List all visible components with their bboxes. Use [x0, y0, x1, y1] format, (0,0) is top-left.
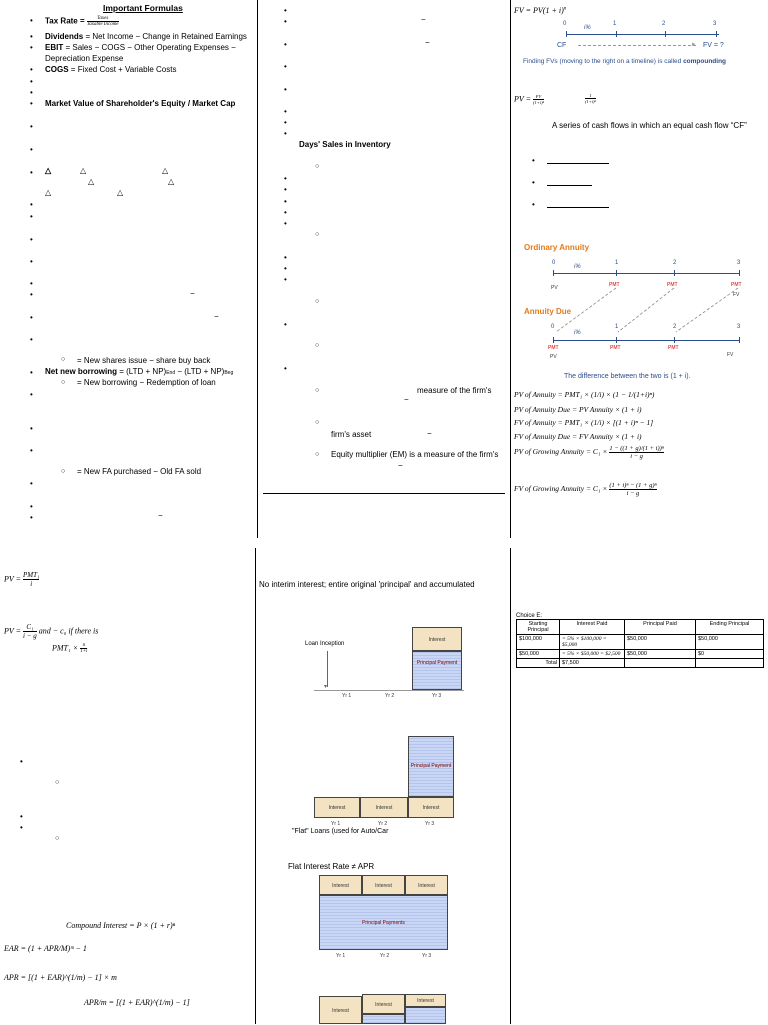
bullet: •	[30, 99, 33, 108]
divider-top-right	[510, 0, 511, 538]
bullet: •	[30, 122, 33, 131]
apr-formula: APR = [(1 + EAR)^(1/m) − 1] × m	[4, 973, 117, 982]
timeline-num: 1	[613, 21, 617, 27]
bullet: •	[20, 823, 23, 832]
ebit-row	[45, 43, 236, 52]
principal-block: Principal Payment	[408, 736, 454, 797]
bullet: •	[284, 197, 287, 206]
pv-formula	[514, 94, 544, 105]
fv-label: FV	[727, 352, 734, 358]
bullet: •	[284, 208, 287, 217]
year-label: Yr 1	[336, 953, 346, 959]
growing-pv-formula	[514, 445, 664, 460]
growing-fv-num: (1 + i)ⁿ − (1 + g)ⁿ	[609, 482, 657, 489]
table-header: Ending Principal	[696, 620, 764, 635]
bullet: •	[532, 156, 535, 165]
year-label: Yr 2	[378, 821, 388, 827]
growing-perp-den: i − g	[23, 632, 37, 640]
timeline-num: 0	[552, 260, 556, 266]
pmt-label: PMT	[609, 282, 620, 288]
delta-icon: △	[117, 188, 124, 197]
pmt-label: PMT	[610, 345, 621, 351]
pv-frac-num: FV	[533, 94, 544, 100]
bullet: •	[284, 275, 287, 284]
sub-bullet: ○	[315, 387, 320, 394]
timeline-tick	[674, 270, 675, 276]
table-cell: $50,000	[625, 635, 696, 650]
annuity-formula: PV of Annuity = PMT₁ × (1/i) × (1 − 1/(1+i)ⁿ)	[514, 390, 655, 399]
table-row	[517, 635, 764, 650]
timeline-tick	[616, 31, 617, 37]
interest-block: Interest	[319, 875, 362, 895]
cf-label: CF	[557, 42, 567, 49]
fv-exponent: n	[563, 6, 567, 12]
ebit-text-2: Depreciation Expense	[45, 54, 124, 63]
principal-block	[405, 1007, 446, 1024]
compounding-arrow	[578, 45, 696, 46]
minus-sign: −	[421, 15, 426, 24]
loan-inception-label: Loan Inception	[305, 641, 345, 647]
bullet: •	[20, 812, 23, 821]
fv-formula-text: FV = PV(1 + i)	[514, 6, 564, 15]
tax-rate-den: Taxable Income	[86, 22, 119, 27]
sub-bullet: ○	[61, 379, 66, 386]
bullet: •	[284, 17, 287, 26]
ordinary-annuity-label: Ordinary Annuity	[524, 243, 590, 252]
page-title: Important Formulas	[103, 3, 183, 13]
bullet: •	[284, 62, 287, 71]
annuity-formula: PV of Annuity Due = PV Annuity × (1 + i)	[514, 405, 642, 414]
interest-block: Interest	[360, 797, 408, 818]
sub-bullet: ○	[61, 468, 66, 475]
table-cell	[625, 659, 696, 668]
bullet: •	[30, 168, 33, 177]
firms-asset-text: firm's asset	[331, 430, 372, 439]
interest-block: Interest	[362, 994, 405, 1014]
bullet: •	[30, 212, 33, 221]
minus-sign: −	[404, 395, 409, 404]
bullet: •	[30, 368, 33, 377]
new-fa-text: = New FA purchased − Old FA sold	[77, 467, 202, 476]
pv-label: PV	[551, 285, 558, 291]
new-borrowing-text: = New borrowing − Redemption of loan	[77, 378, 216, 387]
year-label: Yr 3	[432, 693, 442, 699]
apr-over-m-formula: APR/m = [(1 + EAR)^(1/m) − 1]	[84, 998, 190, 1007]
timeline-num: 1	[615, 260, 619, 266]
sub-bullet: ○	[315, 298, 320, 305]
pv-factor-den: (1+i)ⁿ	[585, 99, 596, 104]
ebit-label: EBIT	[45, 43, 64, 52]
table-row	[517, 659, 764, 668]
bullet: •	[20, 757, 23, 766]
perpetuity-den: i	[30, 580, 33, 588]
table-cell: $50,000	[696, 635, 764, 650]
growing-perp-frac-den: 1+i	[80, 649, 88, 654]
timeline-tick	[553, 337, 554, 343]
growing-pv-num: 1 − ((1 + g)/(1 + i))ⁿ	[609, 445, 664, 452]
difference-caption: The difference between the two is (1 + i).	[564, 373, 691, 380]
bullet: •	[284, 219, 287, 228]
dividends-label: Dividends	[45, 32, 84, 41]
delta-icon: △	[80, 166, 87, 175]
bullet: •	[284, 40, 287, 49]
bullet: •	[30, 88, 33, 97]
dividends-row	[45, 32, 247, 41]
fill-blank	[547, 207, 609, 208]
bullet: •	[30, 335, 33, 344]
fv-formula	[514, 6, 566, 15]
table-header: Principal Paid	[625, 620, 696, 635]
year-label: Yr 3	[425, 821, 435, 827]
principal-payments-block: Principal Payments	[319, 895, 448, 950]
bullet: •	[30, 279, 33, 288]
ordinary-timeline	[553, 273, 740, 274]
timeline-num: 2	[662, 21, 666, 27]
growing-pv-den: i − g	[630, 453, 643, 460]
tax-rate-row: Tax Rate = Taxes Taxable Income	[45, 16, 119, 27]
timeline-tick	[739, 337, 740, 343]
year-label: Yr 1	[342, 693, 352, 699]
table-cell: Total	[517, 659, 560, 668]
bullet: •	[532, 178, 535, 187]
bullet: •	[30, 77, 33, 86]
beg-subscript: Beg	[224, 370, 234, 376]
sub-bullet: ○	[315, 419, 320, 426]
table-cell: $7,500	[560, 659, 625, 668]
minus-sign: −	[158, 511, 163, 520]
minus-sign: −	[425, 38, 430, 47]
bullet: •	[284, 253, 287, 262]
bullet: •	[30, 424, 33, 433]
arrow-down-icon: ▾	[324, 684, 328, 690]
pv-label: PV	[550, 354, 557, 360]
divider-bottom-left	[255, 548, 256, 1024]
bullet: •	[30, 43, 33, 52]
table-header: Starting Principal	[517, 620, 560, 635]
year-label: Yr 3	[422, 953, 432, 959]
timeline-rate: i%	[574, 264, 581, 270]
new-shares-text: = New shares issue − share buy back	[77, 356, 211, 365]
divider-bottom-right	[510, 548, 511, 1024]
growing-pv-label: PV of Growing Annuity = C₁ ×	[514, 447, 608, 457]
bullet: •	[284, 185, 287, 194]
delta-icon: △	[45, 166, 52, 175]
year-label: Yr 2	[380, 953, 390, 959]
fv-label: FV	[733, 292, 740, 298]
bullet: •	[284, 320, 287, 329]
principal-block: Principal Payment	[412, 651, 462, 690]
table-cell	[696, 659, 764, 668]
delta-icon: △	[45, 188, 52, 197]
year-label: Yr 2	[385, 693, 395, 699]
timeline-tick	[616, 337, 617, 343]
year-label: Yr 1	[331, 821, 341, 827]
bullet: •	[30, 502, 33, 511]
minus-sign: −	[190, 289, 195, 298]
sub-bullet: ○	[55, 779, 60, 786]
bullet: •	[30, 290, 33, 299]
bullet: •	[284, 6, 287, 15]
net-borrowing-mid: − (LTD + NP)	[175, 367, 225, 376]
pv-frac-den: (1+i)ⁿ	[533, 100, 544, 105]
ear-formula: EAR = (1 + APR/M)ᵐ − 1	[4, 944, 87, 953]
growing-perp-lhs: PV =	[4, 626, 22, 636]
sub-bullet: ○	[315, 451, 320, 458]
timeline-num: 3	[737, 260, 741, 266]
perpetuity-lhs: PV =	[4, 574, 22, 584]
growing-fv-label: FV of Growing Annuity = C₁ ×	[514, 484, 608, 494]
table-cell: = 5% × $100,000 = $5,000	[560, 635, 625, 650]
tax-rate-num: Taxes	[87, 16, 119, 22]
compounding-word: compounding	[683, 58, 727, 65]
table-row	[517, 650, 764, 659]
annuity-formula: FV of Annuity Due = FV Annuity × (1 + i)	[514, 432, 642, 441]
pv-formula-lhs: PV =	[514, 94, 532, 104]
interest-block: Interest	[405, 994, 446, 1007]
timeline-tick	[566, 31, 567, 37]
bullet: •	[30, 32, 33, 41]
timeline-rate: i%	[574, 330, 581, 336]
end-subscript: End	[166, 370, 176, 376]
timeline-num: 2	[673, 260, 677, 266]
table-cell: = 5% × $50,000 = $2,500	[560, 650, 625, 659]
flat-loans-caption: "Flat" Loans (used for Auto/Car	[292, 828, 389, 835]
annuity-formula: FV of Annuity = PMT₁ × (1/i) × [(1 + i)ⁿ − 1]	[514, 418, 654, 427]
compound-interest-formula: Compound Interest = P × (1 + r)ⁿ	[66, 921, 176, 930]
loan-table	[516, 619, 764, 668]
delta-icon: △	[168, 177, 175, 186]
bullet: •	[30, 257, 33, 266]
bullet: •	[30, 390, 33, 399]
days-sales-heading: Days' Sales in Inventory	[299, 140, 391, 149]
bullet: •	[30, 16, 33, 25]
growing-perp-line2	[52, 643, 87, 654]
sub-bullet: ○	[315, 163, 320, 170]
sub-bullet: ○	[55, 835, 60, 842]
compounding-caption-text: Finding FVs (moving to the right on a timeline) is called	[523, 58, 682, 65]
timeline-tick	[553, 270, 554, 276]
ebit-text: = Sales − COGS − Other Operating Expenses −	[65, 43, 236, 52]
table-cell: $100,000	[517, 635, 560, 650]
fv-question: FV = ?	[703, 42, 724, 49]
net-borrowing-row	[45, 367, 233, 376]
tax-rate-label: Tax Rate	[45, 16, 78, 26]
sub-bullet: ○	[61, 356, 66, 363]
delta-icon: △	[162, 166, 169, 175]
bullet: •	[284, 107, 287, 116]
minus-sign: −	[214, 312, 219, 321]
fill-blank	[547, 163, 609, 164]
market-value-label: Market Value of Shareholder's Equity / Market Cap	[45, 99, 236, 108]
timeline-num: 1	[615, 324, 619, 330]
bullet: •	[284, 174, 287, 183]
table-header: Interest Paid	[560, 620, 625, 635]
growing-fv-formula	[514, 482, 657, 497]
growing-perp-num: C₁	[23, 623, 37, 632]
table-cell: $50,000	[517, 650, 560, 659]
bullet: •	[30, 446, 33, 455]
timeline-num: 0	[551, 324, 555, 330]
interest-block: Interest	[405, 875, 448, 895]
timeline-tick	[716, 31, 717, 37]
choice-label: Choice E:	[516, 613, 543, 619]
timeline-rate: i%	[584, 25, 591, 31]
pv-factor	[585, 93, 596, 104]
timeline-num: 3	[713, 21, 717, 27]
growing-perp-frac-num: n	[80, 643, 87, 649]
bullet: •	[30, 145, 33, 154]
interest-block: Interest	[314, 797, 360, 818]
fv-timeline	[566, 34, 719, 35]
sub-bullet: ○	[315, 231, 320, 238]
interest-block: Interest	[412, 627, 462, 651]
interest-block: Interest	[362, 875, 405, 895]
fill-blank	[547, 185, 592, 186]
timeline-tick	[674, 337, 675, 343]
growing-perp-tail: and − c₀ if there is	[38, 626, 99, 636]
bullet: •	[30, 513, 33, 522]
mid-col-rule	[263, 493, 505, 494]
table-cell: $0	[696, 650, 764, 659]
bullet: •	[284, 129, 287, 138]
no-interim-text: No interim interest; entire original 'principal' and accumulated	[259, 580, 475, 589]
table-cell: $50,000	[625, 650, 696, 659]
cogs-text: = Fixed Cost + Variable Costs	[70, 65, 177, 74]
minus-sign: −	[427, 429, 432, 438]
table-header-row	[517, 620, 764, 635]
cogs-label: COGS	[45, 65, 69, 74]
pv-factor-num: 1	[585, 93, 596, 99]
equity-multiplier-text: Equity multiplier (EM) is a measure of the firm's	[331, 450, 499, 459]
perpetuity-num: PMT₁	[23, 571, 40, 579]
bullet: •	[30, 479, 33, 488]
bullet: •	[30, 65, 33, 74]
timeline-tick	[739, 270, 740, 276]
principal-block	[362, 1014, 405, 1024]
bullet: •	[284, 364, 287, 373]
measure-firm-text: measure of the firm's	[417, 386, 492, 395]
perpetuity-formula	[4, 571, 39, 588]
timeline-num: 3	[737, 324, 741, 330]
annuity-due-label: Annuity Due	[524, 307, 572, 316]
due-timeline	[553, 340, 740, 341]
growing-fv-den: i − g	[626, 490, 640, 497]
growing-perpetuity-formula	[4, 623, 98, 640]
arrow-head-icon: ▸	[692, 41, 696, 48]
timeline-num: 2	[673, 324, 677, 330]
compounding-caption	[523, 58, 726, 65]
bullet: •	[30, 235, 33, 244]
growing-perp-line2-text: PMT₁ ×	[52, 643, 79, 653]
bullet: •	[30, 200, 33, 209]
divider-top-left	[257, 0, 258, 538]
timeline-tick	[616, 270, 617, 276]
cogs-row	[45, 65, 176, 74]
bullet: •	[284, 264, 287, 273]
dividends-text: = Net Income − Change in Retained Earnings	[85, 32, 247, 41]
net-borrowing-text: = (LTD + NP)	[119, 367, 167, 376]
bullet: •	[284, 85, 287, 94]
annuity-definition: A series of cash flows in which an equal cash flow “CF”	[552, 121, 747, 130]
delta-icon: △	[88, 177, 95, 186]
bullet: •	[30, 313, 33, 322]
pmt-label: PMT	[667, 282, 678, 288]
baseline	[314, 690, 464, 691]
flat-rate-heading: Flat Interest Rate ≠ APR	[288, 862, 375, 871]
bullet: •	[284, 118, 287, 127]
interest-block: Interest	[408, 797, 454, 818]
timeline-tick	[665, 31, 666, 37]
pmt-label: PMT	[548, 345, 559, 351]
bullet: •	[532, 200, 535, 209]
net-borrowing-label: Net new borrowing	[45, 367, 117, 376]
timeline-num: 0	[563, 21, 567, 27]
sub-bullet: ○	[315, 342, 320, 349]
pmt-label: PMT	[731, 282, 742, 288]
pmt-label: PMT	[668, 345, 679, 351]
loan-inception-arrow	[327, 651, 328, 687]
interest-block: Interest	[319, 996, 362, 1024]
minus-sign: −	[398, 461, 403, 470]
